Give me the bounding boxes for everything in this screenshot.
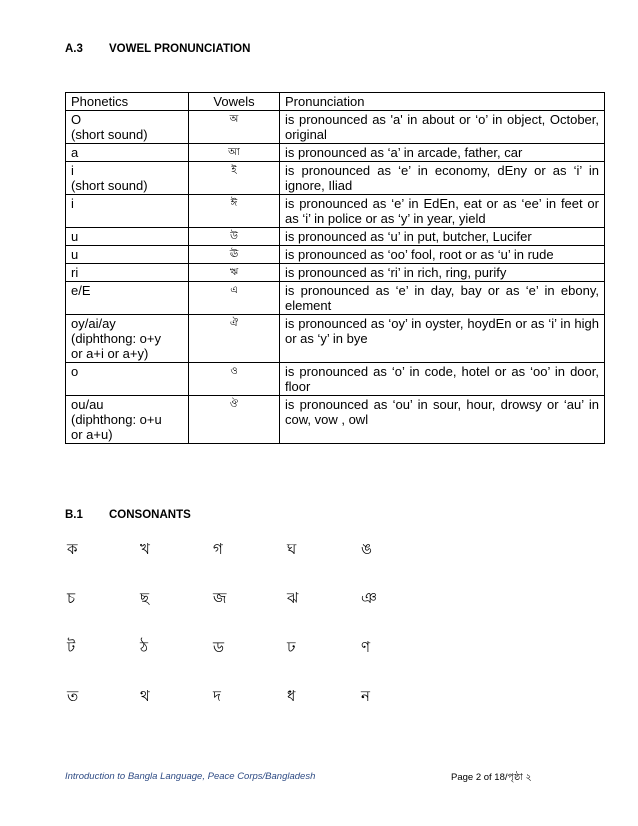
- pronunciation-cell: is pronounced as ‘a’ in arcade, father, car: [280, 144, 605, 162]
- phonetics-cell: [66, 144, 189, 162]
- section-a-number: A.3: [65, 43, 83, 55]
- vowel-cell: ঋ: [189, 264, 280, 282]
- phonetics-line: a: [71, 145, 79, 160]
- pronunciation-cell: is pronounced as ‘e’ in EdEn, eat or as ‘ee’ in feet or as ‘i’ in police or as ‘y’ in year, yield: [280, 195, 605, 228]
- table-row: [66, 144, 605, 162]
- consonant-row: [67, 688, 487, 737]
- consonant-letter: ত: [67, 688, 79, 705]
- pronunciation-cell: is pronounced as ‘e’ in day, bay or as ‘e’ in ebony, element: [280, 282, 605, 315]
- phonetics-cell: [66, 396, 189, 444]
- phonetics-line: (diphthong: o+y: [71, 331, 161, 346]
- vowel-table-body: [66, 111, 605, 444]
- phonetics-line: (short sound): [71, 127, 148, 142]
- consonant-letter: ঘ: [287, 541, 297, 558]
- phonetics-line: O: [71, 112, 82, 127]
- consonant-letter: ক: [67, 541, 78, 558]
- footer-title: Introduction to Bangla Language, Peace Corps/Bangladesh: [65, 771, 316, 782]
- pronunciation-cell: is pronounced as ‘e’ in economy, dEny or as ‘i’ in ignore, Iliad: [280, 162, 605, 195]
- consonant-letter: গ: [213, 541, 223, 558]
- table-row: [66, 195, 605, 228]
- table-row: [66, 282, 605, 315]
- phonetics-cell: [66, 363, 189, 396]
- phonetics-line: e/E: [71, 283, 91, 298]
- phonetics-cell: [66, 246, 189, 264]
- consonant-grid: [67, 541, 487, 737]
- section-a-heading: [65, 43, 250, 55]
- section-b-heading: [65, 509, 191, 521]
- phonetics-line: (diphthong: o+u: [71, 412, 162, 427]
- phonetics-line: or a+u): [71, 427, 113, 442]
- phonetics-line: i: [71, 163, 74, 178]
- header-vowels: Vowels: [189, 93, 280, 111]
- section-a-title: VOWEL PRONUNCIATION: [109, 43, 251, 55]
- table-row: [66, 228, 605, 246]
- phonetics-line: ou/au: [71, 397, 104, 412]
- footer-page-number: Page 2 of 18/পৃষ্ঠা ২: [451, 772, 532, 783]
- phonetics-cell: [66, 111, 189, 144]
- table-row: [66, 264, 605, 282]
- phonetics-cell: [66, 264, 189, 282]
- section-b-number: B.1: [65, 509, 83, 521]
- pronunciation-cell: is pronounced as ‘u’ in put, butcher, Lucifer: [280, 228, 605, 246]
- vowel-cell: এ: [189, 282, 280, 315]
- header-phonetics: Phonetics: [66, 93, 189, 111]
- pronunciation-cell: is pronounced as 'a' in about or ‘o’ in object, October, original: [280, 111, 605, 144]
- vowel-cell: ঊ: [189, 246, 280, 264]
- page-footer: [65, 771, 605, 782]
- phonetics-cell: [66, 195, 189, 228]
- phonetics-cell: [66, 228, 189, 246]
- table-row: [66, 396, 605, 444]
- phonetics-line: oy/ai/ay: [71, 316, 116, 331]
- phonetics-line: u: [71, 247, 79, 262]
- consonant-letter: ঢ: [287, 639, 296, 656]
- vowel-cell: উ: [189, 228, 280, 246]
- table-row: [66, 363, 605, 396]
- pronunciation-cell: is pronounced as ‘ou’ in sour, hour, drowsy or ‘au’ in cow, vow , owl: [280, 396, 605, 444]
- vowel-cell: ই: [189, 162, 280, 195]
- phonetics-line: (short sound): [71, 178, 148, 193]
- consonant-letter: ঞ: [361, 590, 377, 607]
- consonant-letter: থ: [140, 688, 150, 705]
- table-row: [66, 111, 605, 144]
- consonant-letter: ন: [361, 688, 370, 705]
- vowel-cell: ঐ: [189, 315, 280, 363]
- consonant-letter: চ: [67, 590, 76, 607]
- phonetics-line: i: [71, 196, 74, 211]
- table-row: [66, 162, 605, 195]
- vowel-cell: ঈ: [189, 195, 280, 228]
- phonetics-line: o: [71, 364, 79, 379]
- phonetics-line: u: [71, 229, 79, 244]
- phonetics-cell: [66, 162, 189, 195]
- consonant-letter: ণ: [361, 639, 371, 656]
- section-b-title: CONSONANTS: [109, 509, 191, 521]
- consonant-letter: ড: [213, 639, 225, 656]
- table-header-row: [66, 93, 605, 111]
- pronunciation-cell: is pronounced as ‘oo’ fool, root or as ‘u’ in rude: [280, 246, 605, 264]
- phonetics-line: ri: [71, 265, 79, 280]
- consonant-letter: ঝ: [287, 590, 299, 607]
- table-row: [66, 315, 605, 363]
- vowel-pronunciation-table: [65, 92, 605, 444]
- consonant-row: [67, 541, 487, 590]
- phonetics-cell: [66, 282, 189, 315]
- vowel-cell: ঔ: [189, 396, 280, 444]
- consonant-letter: দ: [213, 688, 221, 705]
- consonant-row: [67, 590, 487, 639]
- vowel-cell: অ: [189, 111, 280, 144]
- phonetics-line: or a+i or a+y): [71, 346, 149, 361]
- consonant-letter: ধ: [287, 688, 296, 705]
- consonant-row: [67, 639, 487, 688]
- pronunciation-cell: is pronounced as ‘ri’ in rich, ring, purify: [280, 264, 605, 282]
- vowel-cell: আ: [189, 144, 280, 162]
- table-row: [66, 246, 605, 264]
- vowel-cell: ও: [189, 363, 280, 396]
- pronunciation-cell: is pronounced as ‘o’ in code, hotel or as ‘oo’ in door, floor: [280, 363, 605, 396]
- pronunciation-cell: is pronounced as ‘oy’ in oyster, hoydEn or as ‘i’ in high or as ‘y’ in bye: [280, 315, 605, 363]
- header-pronunciation: Pronunciation: [280, 93, 605, 111]
- consonant-letter: ট: [67, 639, 76, 656]
- phonetics-cell: [66, 315, 189, 363]
- consonant-letter: ঙ: [361, 541, 373, 558]
- consonant-letter: খ: [140, 541, 150, 558]
- consonant-letter: ঠ: [140, 639, 149, 656]
- consonant-letter: জ: [213, 590, 227, 607]
- consonant-letter: ছ: [140, 590, 150, 607]
